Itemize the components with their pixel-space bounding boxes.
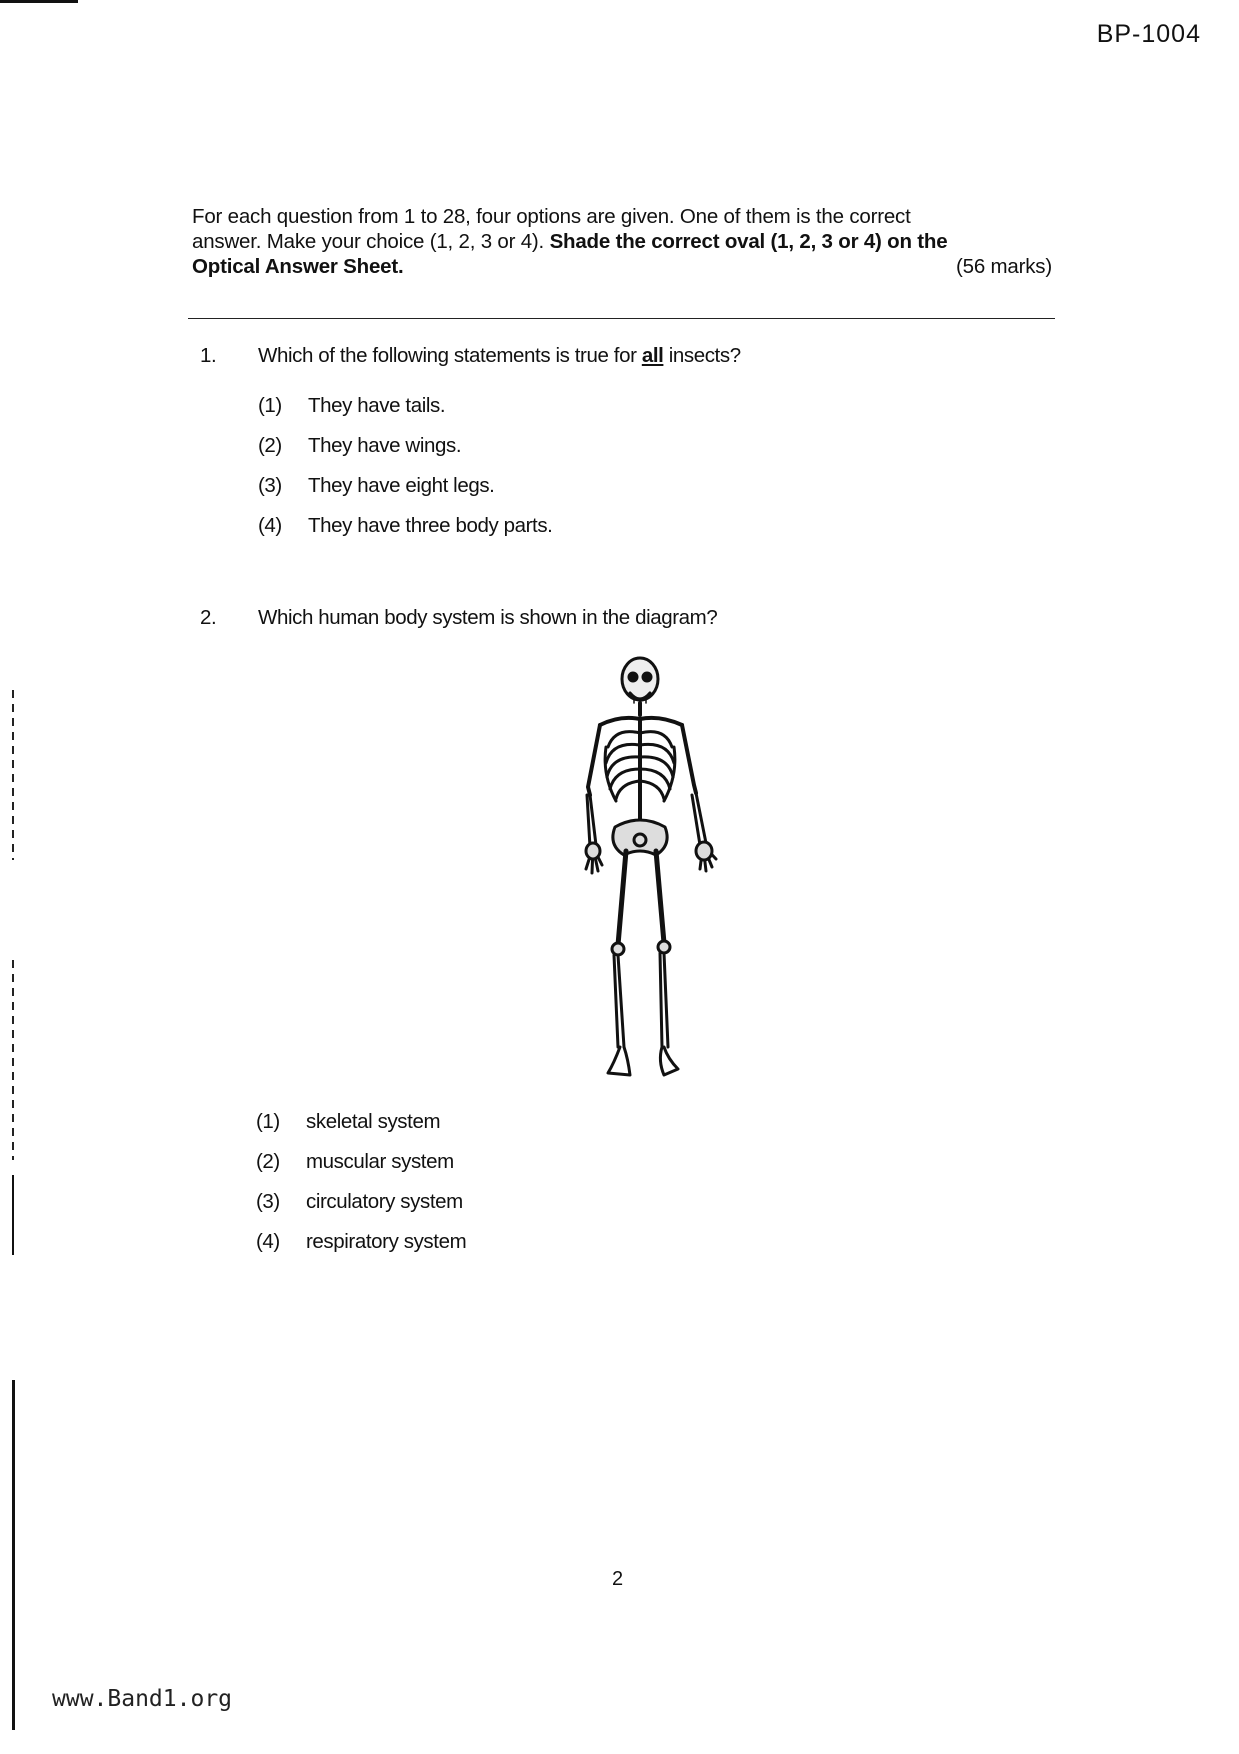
option-q1-3: (3) They have eight legs. bbox=[258, 474, 495, 497]
divider-line bbox=[188, 318, 1055, 319]
skeleton-illustration bbox=[560, 655, 730, 1090]
option-q2-4: (4) respiratory system bbox=[256, 1230, 467, 1253]
scan-edge-mark bbox=[12, 690, 14, 860]
scan-top-mark bbox=[0, 0, 78, 3]
option-q1-4: (4) They have three body parts. bbox=[258, 514, 553, 537]
marks-label: (56 marks) bbox=[956, 255, 1052, 278]
option-q2-2: (2) muscular system bbox=[256, 1150, 454, 1173]
option-q2-1: (1) skeletal system bbox=[256, 1110, 441, 1133]
option-q1-2: (2) They have wings. bbox=[258, 434, 462, 457]
option-q1-1: (1) They have tails. bbox=[258, 394, 446, 417]
scan-edge-mark bbox=[12, 960, 14, 1160]
footer-watermark: www.Band1.org bbox=[52, 1686, 233, 1712]
question-2: 2. Which human body system is shown in the diagram? bbox=[200, 606, 718, 629]
option-q2-3: (3) circulatory system bbox=[256, 1190, 463, 1213]
question-1: 1. Which of the following statements is true for all insects? bbox=[200, 344, 741, 367]
instructions-line2: answer. Make your choice (1, 2, 3 or 4). Shade the correct oval (1, 2, 3 or 4) on the bbox=[192, 230, 948, 253]
instructions-line3: Optical Answer Sheet. (56 marks) bbox=[192, 255, 1052, 278]
scan-edge-mark bbox=[12, 1175, 14, 1255]
instructions bbox=[192, 204, 1052, 279]
paper-code: BP-1004 bbox=[1096, 20, 1201, 48]
question-number: 2. bbox=[200, 606, 217, 629]
page-number: 2 bbox=[612, 1568, 624, 1590]
instructions-line1: For each question from 1 to 28, four options are given. One of them is the correct bbox=[192, 205, 911, 228]
question-number: 1. bbox=[200, 344, 217, 367]
scan-edge-mark bbox=[12, 1380, 15, 1730]
